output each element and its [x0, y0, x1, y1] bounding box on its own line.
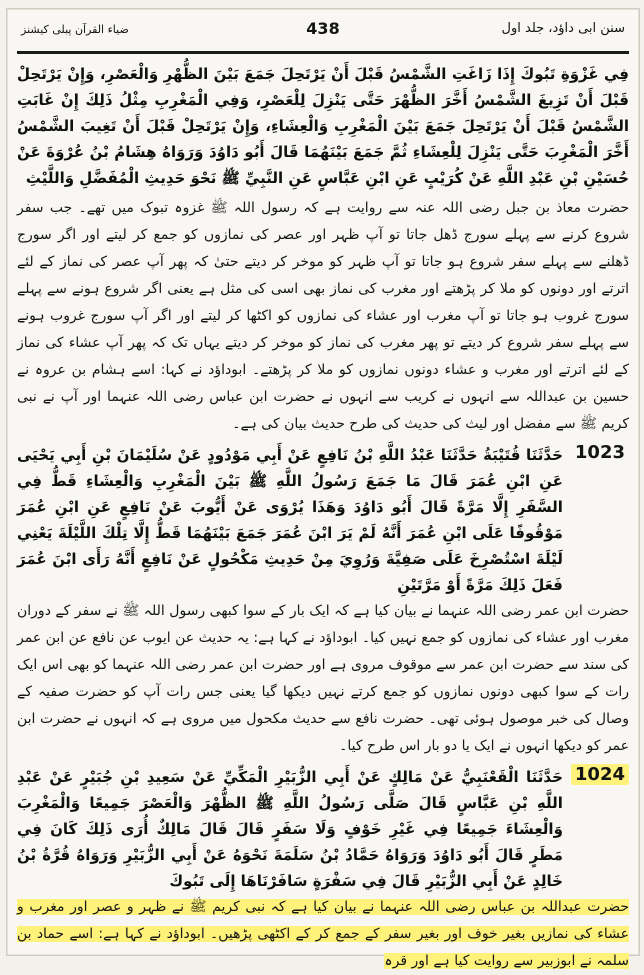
- hadith-number-highlighted: 1024: [571, 764, 629, 785]
- header-rule: [17, 51, 629, 54]
- hadith-arabic-text: حَدَّثَنَا قُتَيْبَةُ حَدَّثَنَا عَبْدُ اللَّهِ بْنُ نَافِعٍ عَنْ أَبِي مَوْدُودٍ عَنْ سُلَيْمَانَ بْنِ أَبِي يَحْيَى عَنِ ابْنِ عُمَرَ قَالَ مَا جَمَعَ رَسُولُ اللَّهِ ﷺ بَيْنَ الْمَغْرِبِ وَالْعِشَاءِ قَطُّ فِي السَّفَرِ إِلَّا مَرَّةً قَالَ أَبُو دَاوُدَ وَهَذَا يُرْوَى عَنْ أَيُّوبَ عَنْ نَافِعٍ عَنِ ابْنِ عُمَرَ مَوْقُوفًا عَلَى ابْنِ عُمَرَ أَنَّهُ لَمْ يَرَ ابْنَ عُمَرَ جَمَعَ بَيْنَهُمَا قَطُّ إِلَّا تِلْكَ اللَّيْلَةَ يَعْنِي لَيْلَةَ اسْتُصْرِخَ عَلَى صَفِيَّةَ وَرُوِيَ مِنْ حَدِيثِ مَكْحُولٍ عَنْ نَافِعٍ أَنَّهُ رَأَى ابْنَ عُمَرَ فَعَلَ ذَلِكَ مَرَّةً أَوْ مَرَّتَيْنِ: [17, 446, 563, 594]
- hadith-arabic-text: حَدَّثَنَا الْقَعْنَبِيُّ عَنْ مَالِكٍ عَنْ أَبِي الزُّبَيْرِ الْمَكِّيِّ عَنْ سَعِيدِ بْنِ جُبَيْرٍ عَنْ عَبْدِ اللَّهِ بْنِ عَبَّاسٍ قَالَ صَلَّى رَسُولُ اللَّهِ ﷺ الظُّهْرَ وَالْعَصْرَ جَمِيعًا وَالْمَغْرِبَ وَالْعِشَاءَ جَمِيعًا فِي غَيْرِ خَوْفٍ وَلَا سَفَرٍ قَالَ قَالَ مَالِكٌ أُرَى ذَلِكَ كَانَ فِي مَطَرٍ قَالَ أَبُو دَاوُدَ وَرَوَاهُ حَمَّادُ بْنُ سَلَمَةَ نَحْوَهُ عَنْ أَبِي الزُّبَيْرِ وَرَوَاهُ قُرَّةُ بْنُ خَالِدٍ عَنْ أَبِي الزُّبَيْرِ قَالَ فِي سَفْرَةٍ سَافَرْنَاهَا إِلَى تَبُوكَ: [17, 768, 563, 890]
- hadith-1024: [17, 764, 629, 894]
- hadith-number: 1023: [574, 442, 625, 463]
- highlighted-text: حضرت عبداللہ بن عباس رضی اللہ عنہما نے بیان کیا ہے کہ نبی کریم ﷺ نے ظہر و عصر اور مغرب و عشاء کی نمازیں بغیر خوف اور بغیر سفر کے جمع کر کے اکٹھی پڑھیں۔ ابوداؤد نے کہا ہے: اسے حماد بن سلمہ نے ابوزبیر سے روایت کیا ہے اور قرہ: [17, 899, 629, 969]
- hadith-urdu-translation-highlighted: [17, 894, 629, 975]
- publisher-name: ضیاء القرآن پبلی کیشنز: [21, 23, 129, 36]
- hadith-1023: [17, 442, 629, 598]
- page-number: 438: [306, 19, 340, 38]
- book-page: [6, 8, 640, 969]
- page-content: [17, 61, 629, 969]
- hadith-urdu-translation: حضرت ابن عمر رضی اللہ عنہما نے بیان کیا ہے کہ ایک بار کے سوا کبھی رسول اللہ ﷺ نے سفر کے دوران مغرب اور عشاء کی نمازوں کو جمع نہیں کیا۔ ابوداؤد نے کہا ہے: یہ حدیث عن ایوب عن نافع عن ابن عمر کی سند سے حضرت ابن عمر سے موقوف مروی ہے اور حضرت ابن عمر رضی اللہ عنہما کو بھی اس ایک رات کے سوا کبھی دونوں نمازوں کو جمع کرتے نہیں دیکھا گیا یعنی جس رات آپ کو حضرت صفیہ کے وصال کی خبر موصول ہوئی تھی۔ حضرت نافع سے حدیث مکحول میں مروی ہے کہ انہوں نے حضرت ابن عمر کو دیکھا انہوں نے ایک یا دو بار اس طرح کیا۔: [17, 603, 629, 754]
- book-title: سنن ابی داؤد، جلد اول: [501, 21, 625, 36]
- urdu-translation-paragraph: حضرت معاذ بن جبل رضی اللہ عنہ سے روایت ہے کہ رسول اللہ ﷺ غزوہ تبوک میں تھے۔ جب سفر شروع کرنے سے پہلے سورج ڈھل جاتا تو آپ ظہر اور عصر کی نمازوں کو جمع کر لیتے اور اگر سورج ڈھلنے سے پہلے سفر شروع ہو جاتا تو آپ ظہر کو موخر کر دیتے حتیٰ کہ پھر آپ عصر کی نماز کے لئے اترتے اور دونوں کو ملا کر پڑھتے اور مغرب کی نماز بھی اسی کی مثل ہے یعنی اگر شروع ہونے سے پہلے سورج غروب ہو جاتا تو آپ مغرب اور عشاء کی نمازوں کو اکٹھا کر لیتے اور اگر آپ سورج غروب ہونے سے پہلے سفر شروع کر دیتے تو پھر مغرب کی نماز کو موخر کر دیتے یہاں تک کہ پھر آپ عشاء کی نماز کے لئے اترتے اور مغرب و عشاء دونوں نمازوں کو ملا کر پڑھتے۔ ابوداؤد نے کہا: اسے ہشام بن عروہ نے حسین بن عبداللہ سے انہوں نے کریب سے انہوں نے حضرت ابن عباس رضی اللہ عنہما اور آپ نے نبی کریم ﷺ سے مفضل اور لیث کی حدیث کی طرح حدیث بیان کی ہے۔: [17, 200, 629, 432]
- page-header: [7, 9, 639, 49]
- arabic-text-paragraph: فِي غَزْوَةِ تَبُوكَ إِذَا زَاغَتِ الشَّمْسُ قَبْلَ أَنْ يَرْتَحِلَ جَمَعَ بَيْنَ الظُّهْرِ وَالْعَصْرِ، وَإِنْ يَرْتَحِلْ قَبْلَ أَنْ تَزِيغَ الشَّمْسُ أَخَّرَ الظُّهْرَ حَتَّى يَنْزِلَ لِلْعَصْرِ، وَفِي الْمَغْرِبِ مِثْلُ ذَلِكَ إِنْ غَابَتِ الشَّمْسُ قَبْلَ أَنْ يَرْتَحِلَ جَمَعَ بَيْنَ الْمَغْرِبِ وَالْعِشَاءِ، وَإِنْ يَرْتَحِلْ قَبْلَ أَنْ تَغِيبَ الشَّمْسُ أَخَّرَ الْمَغْرِبَ حَتَّى يَنْزِلَ لِلْعِشَاءِ ثُمَّ جَمَعَ بَيْنَهُمَا قَالَ أَبُو دَاوُدَ وَرَوَاهُ هِشَامُ بْنُ عُرْوَةَ عَنْ حُسَيْنِ بْنِ عَبْدِ اللَّهِ عَنْ كُرَيْبٍ عَنِ ابْنِ عَبَّاسٍ عَنِ النَّبِيِّ ﷺ نَحْوَ حَدِيثِ الْمُفَضَّلِ وَاللَّيْثِ: [17, 65, 629, 187]
